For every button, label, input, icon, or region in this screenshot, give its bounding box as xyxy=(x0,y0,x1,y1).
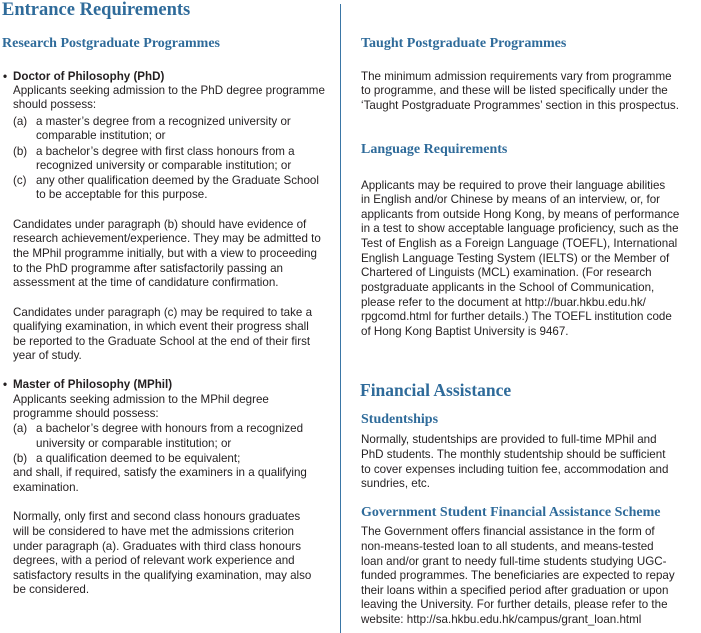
language-requirements-heading: Language Requirements xyxy=(361,142,508,157)
mphil-para-line: satisfactory results in the qualifying examination, may also xyxy=(13,569,312,582)
phd-para2-line: be reported to the Graduate School at the end of their first xyxy=(13,335,311,348)
taught-line: ‘Taught Postgraduate Programmes’ section in this prospectus. xyxy=(361,99,679,112)
mphil-para-line: degrees, with a period of relevant work experience and xyxy=(13,554,295,567)
phd-para1-line: research achievement/experience. They may be admitted to xyxy=(13,232,321,245)
financial-assistance-heading: Financial Assistance xyxy=(360,380,512,400)
language-line: in a test to show acceptable language proficiency, such as the xyxy=(361,222,679,235)
phd-title: Doctor of Philosophy (PhD) xyxy=(13,70,165,83)
studentships-heading: Studentships xyxy=(361,412,439,427)
phd-item-label: (c) xyxy=(13,174,27,187)
phd-para1-line: the MPhil programme initially, but with a view to proceeding xyxy=(13,247,317,260)
language-line: of Hong Kong Baptist University is 9467. xyxy=(361,325,569,338)
mphil-item-line: a qualification deemed to be equivalent; xyxy=(36,452,241,465)
mphil-item-line: a bachelor’s degree with honours from a recognized xyxy=(36,422,304,435)
phd-item-line: a bachelor’s degree with first class honours from a xyxy=(36,145,295,158)
mphil-item-label: (b) xyxy=(13,452,28,465)
language-line: rpgcomd.html for further details.) The TOEFL institution code xyxy=(361,310,672,323)
phd-item-line: a master’s degree from a recognized university or xyxy=(36,115,291,128)
scheme-line: non-means-tested loan to all students, and means-tested xyxy=(361,540,654,553)
mphil-item-line: university or comparable institution; or xyxy=(36,437,232,450)
phd-para1-line: assessment at the time of candidature confirmation. xyxy=(13,276,279,289)
phd-intro-line: Applicants seeking admission to the PhD degree programme xyxy=(13,84,325,97)
language-line: applicants from outside Hong Kong, by means of performance xyxy=(361,208,680,221)
mphil-after-line: examination. xyxy=(13,481,79,494)
scheme-line: leaving the University. For further details, please refer to the xyxy=(361,598,668,611)
phd-item-label: (b) xyxy=(13,145,28,158)
research-programmes-heading: Research Postgraduate Programmes xyxy=(2,36,220,51)
phd-item-line: recognized university or comparable institution; or xyxy=(36,159,292,172)
mphil-para-line: Normally, only first and second class honours graduates xyxy=(13,510,301,523)
page-title: Entrance Requirements xyxy=(2,0,191,20)
mphil-intro-line: Applicants seeking admission to the MPhil degree xyxy=(13,393,269,406)
phd-para1-line: Candidates under paragraph (b) should have evidence of xyxy=(13,218,307,231)
studentships-line: Normally, studentships are provided to full-time MPhil and xyxy=(361,433,657,446)
phd-item-label: (a) xyxy=(13,115,28,128)
scheme-line: funded programmes. The beneficiaries are expected to repay xyxy=(361,569,675,582)
mphil-para-line: will be considered to have met the admissions criterion xyxy=(13,525,294,538)
mphil-after-line: and shall, if required, satisfy the examiners in a qualifying xyxy=(13,466,307,479)
language-line: English Language Testing System (IELTS) or the Member of xyxy=(361,252,670,265)
studentships-line: PhD students. The monthly studentship should be sufficient xyxy=(361,448,666,461)
language-line: in English and/or Chinese by means of an interview, or, for xyxy=(361,193,661,206)
phd-para2-line: year of study. xyxy=(13,349,82,362)
language-line: please refer to the document at http://buar.hkbu.edu.hk/ xyxy=(361,296,646,309)
scheme-line: website: http://sa.hkbu.edu.hk/campus/grant_loan.html xyxy=(361,613,642,626)
taught-line: The minimum admission requirements vary from programme xyxy=(361,70,672,83)
government-scheme-heading: Government Student Financial Assistance Scheme xyxy=(361,505,661,520)
scheme-line: loan and/or grant to needy full-time students studying UGC- xyxy=(361,555,667,568)
studentships-line: sundries, etc. xyxy=(361,477,430,490)
phd-intro-line: should possess: xyxy=(13,98,97,111)
mphil-intro-line: programme should possess: xyxy=(13,407,159,420)
phd-bullet: • xyxy=(3,70,8,83)
mphil-title: Master of Philosophy (MPhil) xyxy=(13,378,173,391)
phd-item-line: to be acceptable for this purpose. xyxy=(36,188,208,201)
scheme-line: their loans within a specified period after graduation or upon xyxy=(361,584,669,597)
phd-item-line: any other qualification deemed by the Graduate School xyxy=(36,174,319,187)
language-line: postgraduate applicants in the School of Communication, xyxy=(361,281,655,294)
column-divider xyxy=(340,4,341,633)
mphil-para-line: be considered. xyxy=(13,583,90,596)
mphil-para-line: under paragraph (a). Graduates with third class honours xyxy=(13,540,302,553)
taught-programmes-heading: Taught Postgraduate Programmes xyxy=(361,36,567,51)
phd-para2-line: Candidates under paragraph (c) may be required to take a xyxy=(13,306,313,319)
taught-line: to programme, and these will be listed specifically under the xyxy=(361,84,668,97)
scheme-line: The Government offers financial assistance in the form of xyxy=(361,525,655,538)
phd-item-line: comparable institution; or xyxy=(36,129,166,142)
mphil-bullet: • xyxy=(3,378,8,391)
language-line: Test of English as a Foreign Language (TOEFL), International xyxy=(361,237,678,250)
phd-para2-line: qualifying examination, in which event their progress shall xyxy=(13,320,309,333)
mphil-item-label: (a) xyxy=(13,422,28,435)
language-line: Applicants may be required to prove their language abilities xyxy=(361,179,666,192)
studentships-line: to cover expenses including tuition fee, accommodation and xyxy=(361,463,669,476)
phd-para1-line: to the PhD programme after satisfactorily passing an xyxy=(13,262,284,275)
language-line: Chartered of Linguists (MCL) examination. (For research xyxy=(361,266,652,279)
